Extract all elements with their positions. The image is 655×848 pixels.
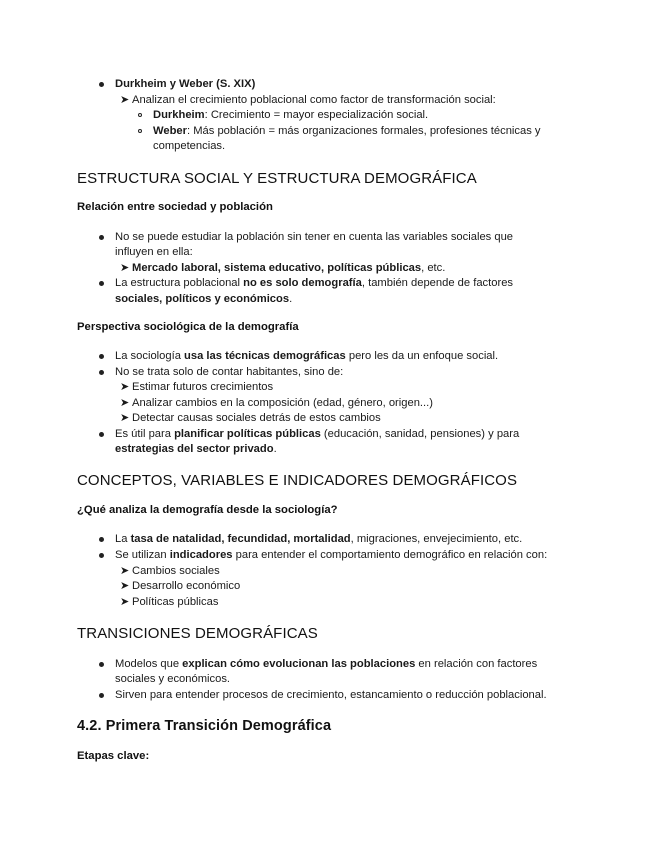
bullet-util-cont: estrategias del sector privado. <box>115 443 277 455</box>
sub-item-weber-cont: competencias. <box>153 140 226 152</box>
bullet-dot <box>99 432 104 437</box>
arrow-icon: ➤ <box>120 262 130 274</box>
arrow-item: ➤ Analizar cambios en la composición (edad, género, origen...) <box>120 397 433 409</box>
bullet-contar: No se trata solo de contar habitantes, sino de: <box>115 366 344 378</box>
circle-bullet-icon <box>138 129 142 133</box>
arrow-icon: ➤ <box>120 381 130 393</box>
subheading-relacion: Relación entre sociedad y población <box>77 201 273 213</box>
arrow-icon: ➤ <box>120 94 130 106</box>
bullet-modelos-cont: sociales y económicos. <box>115 673 231 685</box>
bullet-indicadores: Se utilizan indicadores para entender el comportamiento demográfico en relación con: <box>115 549 548 561</box>
arrow-item: ➤ Cambios sociales <box>120 565 220 577</box>
bullet-estructura-cont: sociales, políticos y económicos. <box>115 293 293 305</box>
bullet-util: Es útil para planificar políticas públicas (educación, sanidad, pensiones) y para <box>115 428 520 440</box>
arrow-item: ➤ Detectar causas sociales detrás de estos cambios <box>120 412 381 424</box>
bullet-dot <box>99 370 104 375</box>
bullet-durkheim-weber: Durkheim y Weber (S. XIX) <box>115 78 256 90</box>
bullet-dot <box>99 354 104 359</box>
section-heading-primera-transicion: 4.2. Primera Transición Demográfica <box>77 718 332 734</box>
section-heading-transiciones: TRANSICIONES DEMOGRÁFICAS <box>77 625 318 642</box>
arrow-item: ➤ Analizan el crecimiento poblacional como factor de transformación social: <box>120 94 496 106</box>
bullet-dot <box>99 553 104 558</box>
bullet-variables-cont: influyen en ella: <box>115 246 193 258</box>
arrow-icon: ➤ <box>120 397 130 409</box>
bullet-sociologia: La sociología usa las técnicas demográficas pero les da un enfoque social. <box>115 350 499 362</box>
arrow-icon: ➤ <box>120 596 130 608</box>
arrow-icon: ➤ <box>120 580 130 592</box>
bullet-modelos: Modelos que explican cómo evolucionan las poblaciones en relación con factores <box>115 658 538 670</box>
subheading-que-analiza: ¿Qué analiza la demografía desde la sociología? <box>77 504 338 516</box>
bullet-sirven: Sirven para entender procesos de crecimiento, estancamiento o reducción poblacional. <box>115 689 547 701</box>
bullet-tasa: La tasa de natalidad, fecundidad, mortalidad, migraciones, envejecimiento, etc. <box>115 533 523 545</box>
bullet-variables: No se puede estudiar la población sin tener en cuenta las variables sociales que <box>115 231 514 243</box>
bullet-dot <box>99 662 104 667</box>
bullet-dot <box>99 82 104 87</box>
section-heading-conceptos: CONCEPTOS, VARIABLES E INDICADORES DEMOGRÁFICOS <box>77 472 518 489</box>
bullet-dot <box>99 281 104 286</box>
arrow-item: ➤ Desarrollo económico <box>120 580 241 592</box>
subheading-perspectiva: Perspectiva sociológica de la demografía <box>77 321 299 333</box>
arrow-item: ➤ Políticas públicas <box>120 596 219 608</box>
section-heading-estructura: ESTRUCTURA SOCIAL Y ESTRUCTURA DEMOGRÁFICA <box>77 170 477 187</box>
bullet-dot <box>99 235 104 240</box>
bullet-dot <box>99 537 104 542</box>
arrow-icon: ➤ <box>120 565 130 577</box>
arrow-item: ➤ Estimar futuros crecimientos <box>120 381 274 393</box>
subheading-etapas: Etapas clave: <box>77 750 150 762</box>
bullet-dot <box>99 693 104 698</box>
sub-item-weber: Weber: Más población = más organizaciones formales, profesiones técnicas y <box>153 125 541 137</box>
circle-bullet-icon <box>138 113 142 117</box>
arrow-item: ➤ Mercado laboral, sistema educativo, políticas públicas, etc. <box>120 262 446 274</box>
bullet-estructura-poblacional: La estructura poblacional no es solo demografía, también depende de factores <box>115 277 514 289</box>
sub-item-durkheim: Durkheim: Crecimiento = mayor especialización social. <box>153 109 429 121</box>
arrow-icon: ➤ <box>120 412 130 424</box>
